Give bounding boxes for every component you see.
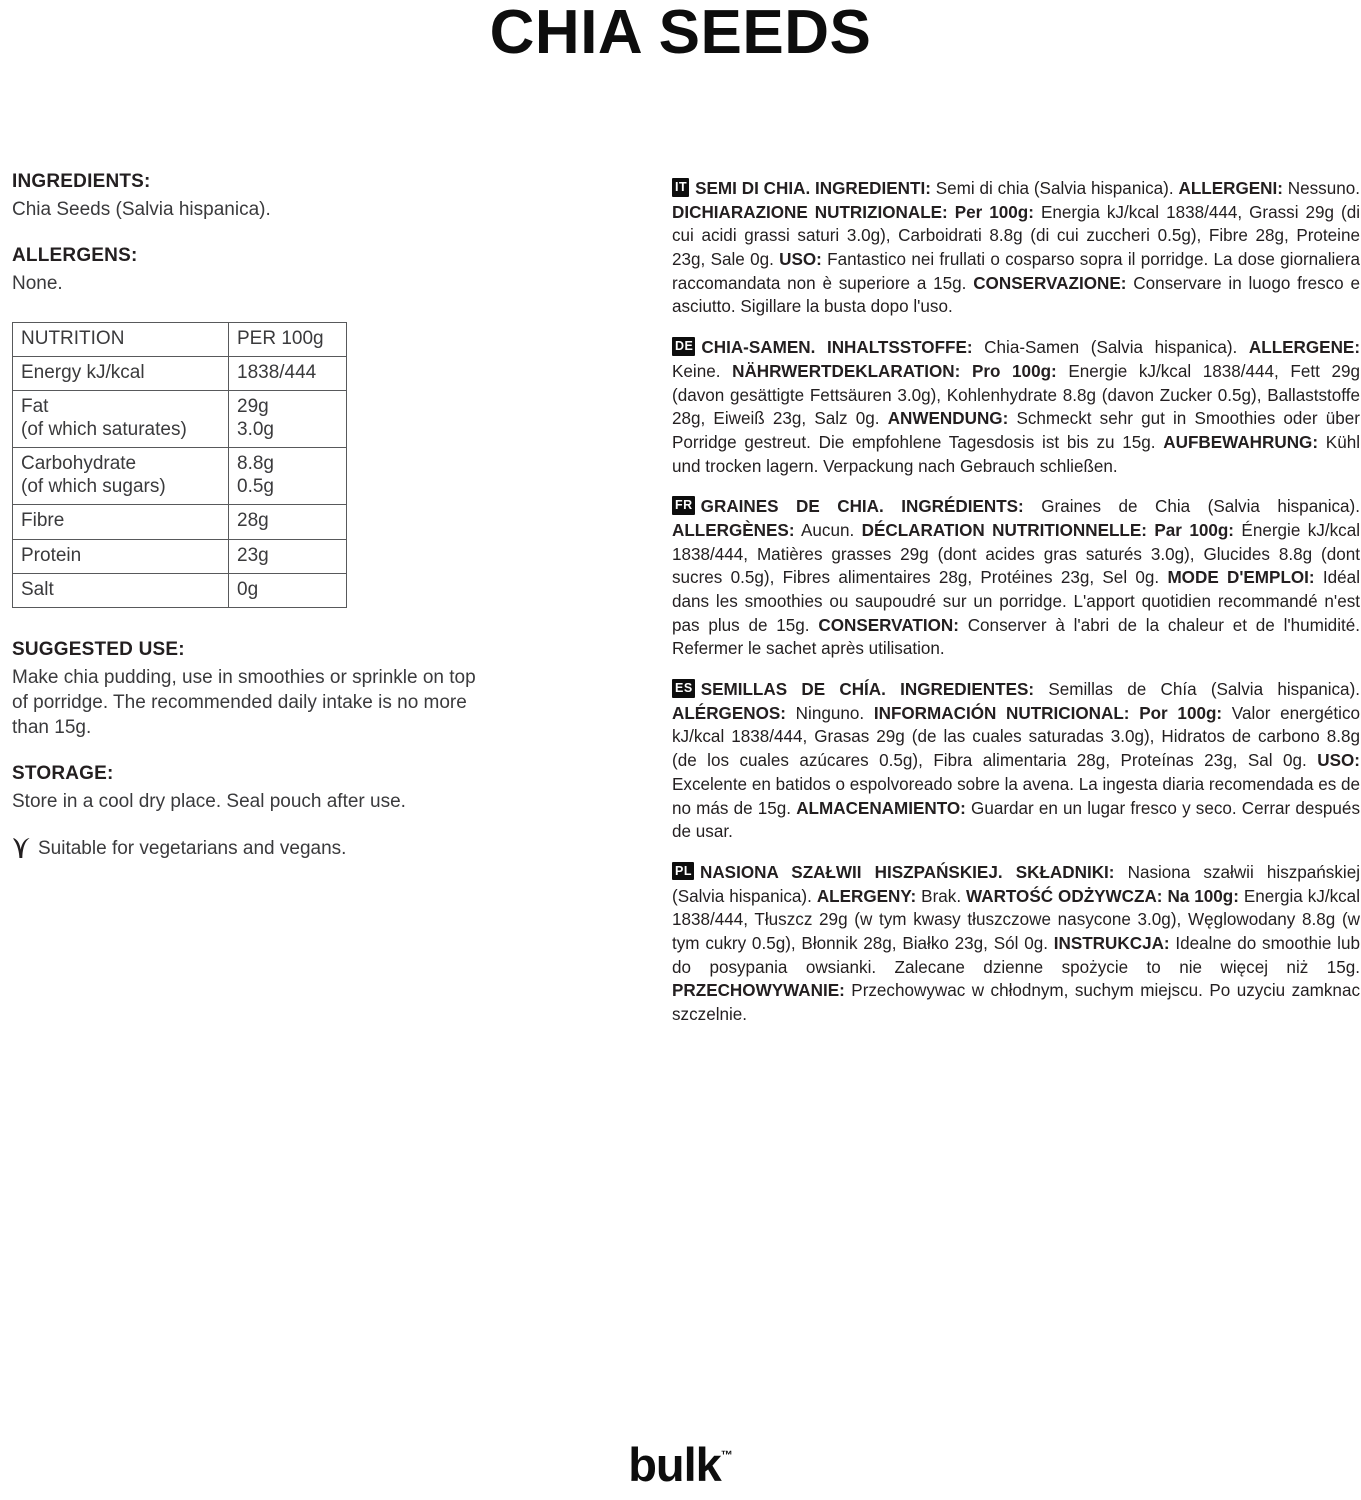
nutrient-value-cell <box>229 448 347 505</box>
lang-allergens-label: ALLERGÈNES: <box>672 521 795 541</box>
vegetarian-note-text: Suitable for vegetarians and vegans. <box>38 838 347 860</box>
suggested-use-body: Make chia pudding, use in smoothies or sprinkle on top of porridge. The recommended daily intake is no more than 15g. <box>12 667 476 739</box>
language-block-it: IT SEMI DI CHIA. INGREDIENTI: Semi di chia (Salvia hispanica). ALLERGENI: Nessuno. DICHIARAZIONE NUTRIZIONALE: Per 100g: Energia kJ/kcal 1838/444, Grassi 29g (di cui acidi grassi saturi 3.0g), Carboidrati 8.8g (di cui zuccheri 0.5g), Fibre 28g, Proteine 23g, Sale 0g. USO: Fantastico nei frullati o cosparso sopra il porridge. La dose giornaliera raccomandata non è superiore a 15g. CONSERVAZIONE: Conservare in luogo fresco e asciutto. Sigillare la busta dopo l'uso. <box>672 179 1361 317</box>
lang-allergens-label: ALÉRGENOS: <box>672 703 786 723</box>
language-badge-pl: PL <box>672 862 694 881</box>
language-badge-it: IT <box>672 178 689 197</box>
nutrient-label-cell <box>13 391 229 448</box>
lang-nutrition-label: WARTOŚĆ ODŻYWCZA: <box>966 886 1163 906</box>
nutrition-col-header-value: PER 100g <box>229 322 347 356</box>
vegetarian-note <box>12 836 492 861</box>
nutrient-value: 1838/444 <box>237 362 317 384</box>
nutrition-table-body <box>13 322 347 608</box>
language-block-de: DE CHIA-SAMEN. INHALTSSTOFFE: Chia-Samen (Salvia hispanica). ALLERGENE: Keine. NÄHRWERTDEKLARATION: Pro 100g: Energie kJ/kcal 1838/444, Fett 29g (davon gesättigte Fettsäuren 3.0g), Kohlenhydrate 8.8g (davon Zucker 0.5g), Ballaststoffe 28g, Eiweiß 23g, Salz 0g. ANWENDUNG: Schmeckt sehr gut in Smoothies oder über Porridge gestreut. Die empfohlene Tagesdosis ist bis zu 15g. AUFBEWAHRUNG: Kühl und trocken lagern. Verpackung nach Gebrauch schließen. <box>672 338 1361 476</box>
language-block-fr: FR GRAINES DE CHIA. INGRÉDIENTS: Graines de Chia (Salvia hispanica). ALLERGÈNES: Aucun. DÉCLARATION NUTRITIONNELLE: Par 100g: Énergie kJ/kcal 1838/444, Matières grasses 29g (dont acides gras saturés 3.0g), Glucides 8.8g (dont sucres 0.5g), Fibres alimentaires 28g, Protéines 23g, Sel 0g. MODE D'EMPLOI: Idéal dans les smoothies ou saupoudré sur un porridge. L'apport quotidien recommandé n'est pas plus de 15g. CONSERVATION: Conserver à l'abri de la chaleur et de l'humidité. Refermer le sachet après utilisation. <box>672 497 1361 659</box>
language-badge-de: DE <box>672 337 695 356</box>
nutrient-label: Protein <box>21 544 82 566</box>
lang-product-name: GRAINES DE CHIA. <box>700 497 884 517</box>
trademark-symbol: ™ <box>720 1448 733 1462</box>
lang-use-label: USO: <box>1317 751 1360 771</box>
nutrient-label: Energy kJ/kcal <box>21 362 145 384</box>
lang-nutrition-label: DICHIARAZIONE NUTRIZIONALE: <box>672 202 948 222</box>
storage-body: Store in a cool dry place. Seal pouch after use. <box>12 791 406 813</box>
lang-use-label: ANWENDUNG: <box>887 409 1009 429</box>
allergens-body: None. <box>12 272 63 294</box>
lang-storage-label: PRZECHOWYWANIE: <box>672 981 845 1001</box>
nutrient-value: 23g <box>237 544 269 566</box>
lang-storage-label: AUFBEWAHRUNG: <box>1163 432 1319 452</box>
table-header-row <box>13 322 347 356</box>
nutrient-label-cell <box>13 448 229 505</box>
ingredients-body: Chia Seeds (Salvia hispanica). <box>12 198 271 220</box>
lang-ingredients-label: INGRÉDIENTS: <box>901 497 1024 517</box>
nutrient-label: Fibre <box>21 510 65 532</box>
ingredients-section <box>12 170 492 222</box>
language-badge-es: ES <box>672 679 695 698</box>
multilingual-info-column <box>672 160 1360 1027</box>
nutrient-value-cell <box>229 357 347 391</box>
lang-allergens-label: ALERGENY: <box>816 886 917 906</box>
storage-heading: STORAGE: <box>12 763 114 785</box>
nutrient-label: Fat <box>21 396 49 418</box>
left-info-column <box>12 170 492 861</box>
table-row <box>13 357 347 391</box>
nutrient-value-cell <box>229 539 347 573</box>
lang-allergens-label: ALLERGENE: <box>1248 338 1361 358</box>
nutrition-col-header-label: NUTRITION <box>13 322 229 356</box>
lang-ingredients-label: INGREDIENTI: <box>815 179 931 199</box>
lang-nutrition-per: Por 100g: <box>1139 703 1223 723</box>
nutrient-label: Salt <box>21 578 54 600</box>
brand-logo-text: bulk <box>628 1438 721 1491</box>
allergens-section <box>12 244 492 296</box>
lang-nutrition-per: Pro 100g: <box>971 361 1057 381</box>
lang-product-name: NASIONA SZAŁWII HISZPAŃSKIEJ. <box>699 862 1003 882</box>
table-row <box>13 505 347 539</box>
nutrient-label: Carbohydrate <box>21 453 137 475</box>
storage-section <box>12 762 492 814</box>
nutrient-value-cell <box>229 573 347 607</box>
nutrient-label-cell <box>13 573 229 607</box>
lang-nutrition-label: NÄHRWERTDEKLARATION: <box>732 361 961 381</box>
table-row <box>13 391 347 448</box>
nutrient-value: 8.8g <box>237 453 274 475</box>
lang-nutrition-per: Per 100g: <box>954 202 1034 222</box>
lang-product-name: CHIA-SAMEN. <box>701 338 816 358</box>
lang-nutrition-per: Par 100g: <box>1154 521 1235 541</box>
lang-use-label: USO: <box>779 250 822 270</box>
suggested-use-heading: SUGGESTED USE: <box>12 639 185 661</box>
allergens-heading: ALLERGENS: <box>12 244 138 266</box>
lang-storage-label: CONSERVAZIONE: <box>973 273 1127 293</box>
suggested-use-section <box>12 638 492 740</box>
nutrient-value-cell <box>229 505 347 539</box>
vegan-sprout-icon <box>12 837 31 859</box>
lang-nutrition-per: Na 100g: <box>1167 886 1239 906</box>
nutrient-value: 29g <box>237 396 269 418</box>
nutrient-sub-value: 3.0g <box>237 418 274 440</box>
nutrition-table-wrapper <box>12 322 346 609</box>
language-badge-fr: FR <box>672 496 695 515</box>
lang-nutrition-label: DÉCLARATION NUTRITIONNELLE: <box>861 521 1147 541</box>
nutrient-value: 28g <box>237 510 269 532</box>
nutrient-sub-value: 0.5g <box>237 475 274 497</box>
lang-nutrition-label: INFORMACIÓN NUTRICIONAL: <box>873 703 1130 723</box>
lang-ingredients-label: INHALTSSTOFFE: <box>826 338 973 358</box>
language-block-es: ES SEMILLAS DE CHÍA. INGREDIENTES: Semillas de Chía (Salvia hispanica). ALÉRGENOS: Ninguno. INFORMACIÓN NUTRICIONAL: Por 100g: Valor energético kJ/kcal 1838/444, Grasas 29g (de las cuales saturadas 3.0g), Hidratos de carbono 8.8g (de los cuales azúcares 0.5g), Fibra alimentaria 28g, Proteínas 23g, Sal 0g. USO: Excelente en batidos o espolvoreado sobre la avena. La ingesta diaria recomendada es de no más de 15g. ALMACENAMIENTO: Guardar en un lugar fresco y seco. Cerrar después de usar. <box>672 680 1361 842</box>
table-row <box>13 573 347 607</box>
nutrient-sub-label: (of which saturates) <box>21 418 187 440</box>
page-title: CHIA SEEDS <box>489 0 872 67</box>
lang-use-label: MODE D'EMPLOI: <box>1167 568 1315 588</box>
lang-ingredients-label: SKŁADNIKI: <box>1015 862 1115 882</box>
table-row <box>13 448 347 505</box>
lang-product-name: SEMI DI CHIA. <box>695 179 811 199</box>
nutrient-value-cell <box>229 391 347 448</box>
ingredients-heading: INGREDIENTS: <box>12 171 151 192</box>
nutrient-label-cell <box>13 357 229 391</box>
nutrient-label-cell <box>13 505 229 539</box>
lang-allergens-label: ALLERGENI: <box>1178 179 1283 199</box>
lang-storage-label: CONSERVATION: <box>818 615 959 635</box>
nutrient-value: 0g <box>237 578 259 600</box>
table-row <box>13 539 347 573</box>
lang-storage-label: ALMACENAMIENTO: <box>796 798 966 818</box>
lang-use-label: INSTRUKCJA: <box>1053 933 1170 953</box>
brand-logo <box>0 1438 1361 1491</box>
nutrient-label-cell <box>13 539 229 573</box>
lang-product-name: SEMILLAS DE CHÍA. <box>700 680 886 700</box>
language-block-pl: PL NASIONA SZAŁWII HISZPAŃSKIEJ. SKŁADNIKI: Nasiona szałwii hiszpańskiej (Salvia hispanica). ALERGENY: Brak. WARTOŚĆ ODŻYWCZA: Na 100g: Energia kJ/kcal 1838/444, Tłuszcz 29g (w tym kwasy tłuszczowe nasycone 3.0g), Węglowodany 8.8g (w tym cukry 0.5g), Błonnik 28g, Białko 23g, Sól 0g. INSTRUKCJA: Idealne do smoothie lub do posypania owsianki. Zalecane dzienne spożycie to nie więcej niż 15g. PRZECHOWYWANIE: Przechowywac w chłodnym, suchym miejscu. Po uzyciu zamknac szczelnie. <box>672 862 1361 1024</box>
nutrition-table <box>12 322 347 609</box>
lang-ingredients-label: INGREDIENTES: <box>900 680 1035 700</box>
nutrient-sub-label: (of which sugars) <box>21 475 166 497</box>
